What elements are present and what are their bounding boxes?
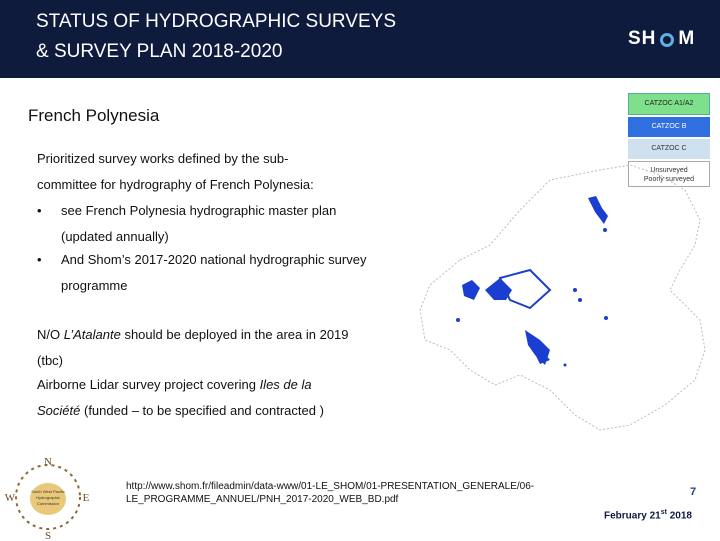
logo-text-left: SH (628, 28, 657, 49)
logo-circle-icon (660, 33, 674, 47)
bullet-item (37, 198, 391, 250)
compass-caption-3: Commission (36, 501, 60, 506)
compass-rose-logo (4, 453, 92, 541)
bullet-line-2: (updated annually) (61, 229, 169, 244)
presentation-date (604, 509, 692, 521)
lidar-note (37, 372, 407, 424)
date-prefix: February 21 (604, 510, 661, 522)
page-number: 7 (690, 486, 697, 498)
ship-line-2: (tbc) (37, 353, 63, 368)
survey-spot (603, 228, 607, 232)
header-bar (0, 0, 720, 78)
bullet-line-2: programme (61, 278, 128, 293)
compass-caption-2: Hydrographic (36, 495, 60, 500)
logo-text-right: M (678, 28, 696, 49)
title-line-2: & SURVEY PLAN 2018-2020 (36, 41, 283, 62)
shom-logo (628, 28, 695, 50)
lidar-suffix: (funded – to be specified and contracted ) (80, 403, 324, 418)
compass-caption-1: South West Pacific (31, 489, 65, 494)
source-url-link[interactable]: http://www.shom.fr/fileadmin/data-www/01-LE_SHOM/01-PRESENTATION_GENERALE/06-LE_PROGRAMME_ANNUEL/PNH_2017-2020_WEB_BD.pdf (126, 481, 535, 505)
date-suffix-ordinal: st (660, 509, 667, 516)
ship-name: L’Atalante (63, 327, 121, 342)
survey-spot (573, 288, 577, 292)
intro-line-1: Prioritized survey works defined by the sub- (37, 151, 289, 166)
compass-w: W (4, 492, 16, 504)
survey-spot (604, 316, 608, 320)
lidar-islands: Iles de la (259, 377, 312, 392)
bullet-item (37, 247, 391, 299)
slide-title (36, 7, 396, 67)
ship-prefix: N/O (37, 327, 64, 342)
bullet-line-1: And Shom’s 2017-2020 national hydrographic survey (61, 252, 367, 267)
legend-catzoc-a: CATZOC A1/A2 (628, 93, 710, 115)
legend-unsurveyed-line-2: Poorly surveyed (643, 176, 695, 183)
intro-line-2: committee for hydrography of French Polynesia: (37, 177, 314, 192)
survey-coverage-map (400, 150, 720, 450)
title-line-1: STATUS OF HYDROGRAPHIC SURVEYS (36, 11, 396, 32)
ship-suffix: should be deployed in the area in 2019 (120, 327, 349, 342)
legend-catzoc-b: CATZOC B (628, 117, 710, 137)
compass-n: N (44, 456, 52, 468)
society-survey (462, 280, 480, 300)
compass-e: E (82, 492, 90, 504)
region-subtitle: French Polynesia (28, 106, 160, 125)
intro-text (37, 146, 407, 198)
eez-outline (420, 165, 705, 430)
bullet-marker: • (37, 203, 42, 218)
bullet-marker: • (37, 252, 42, 267)
survey-spot (456, 318, 460, 322)
compass-s: S (44, 530, 52, 541)
ship-note (37, 322, 407, 374)
lidar-societe: Société (37, 403, 81, 418)
legend-unsurveyed-line-1: Unsurveyed (650, 167, 688, 174)
marquesas-survey (588, 196, 608, 224)
survey-spot (578, 298, 582, 302)
date-year: 2018 (666, 510, 692, 522)
legend-catzoc-c: CATZOC C (628, 139, 710, 159)
lidar-prefix: Airborne Lidar survey project covering (37, 377, 260, 392)
survey-spot (564, 364, 567, 367)
bullet-line-1: see French Polynesia hydrographic master plan (61, 203, 337, 218)
